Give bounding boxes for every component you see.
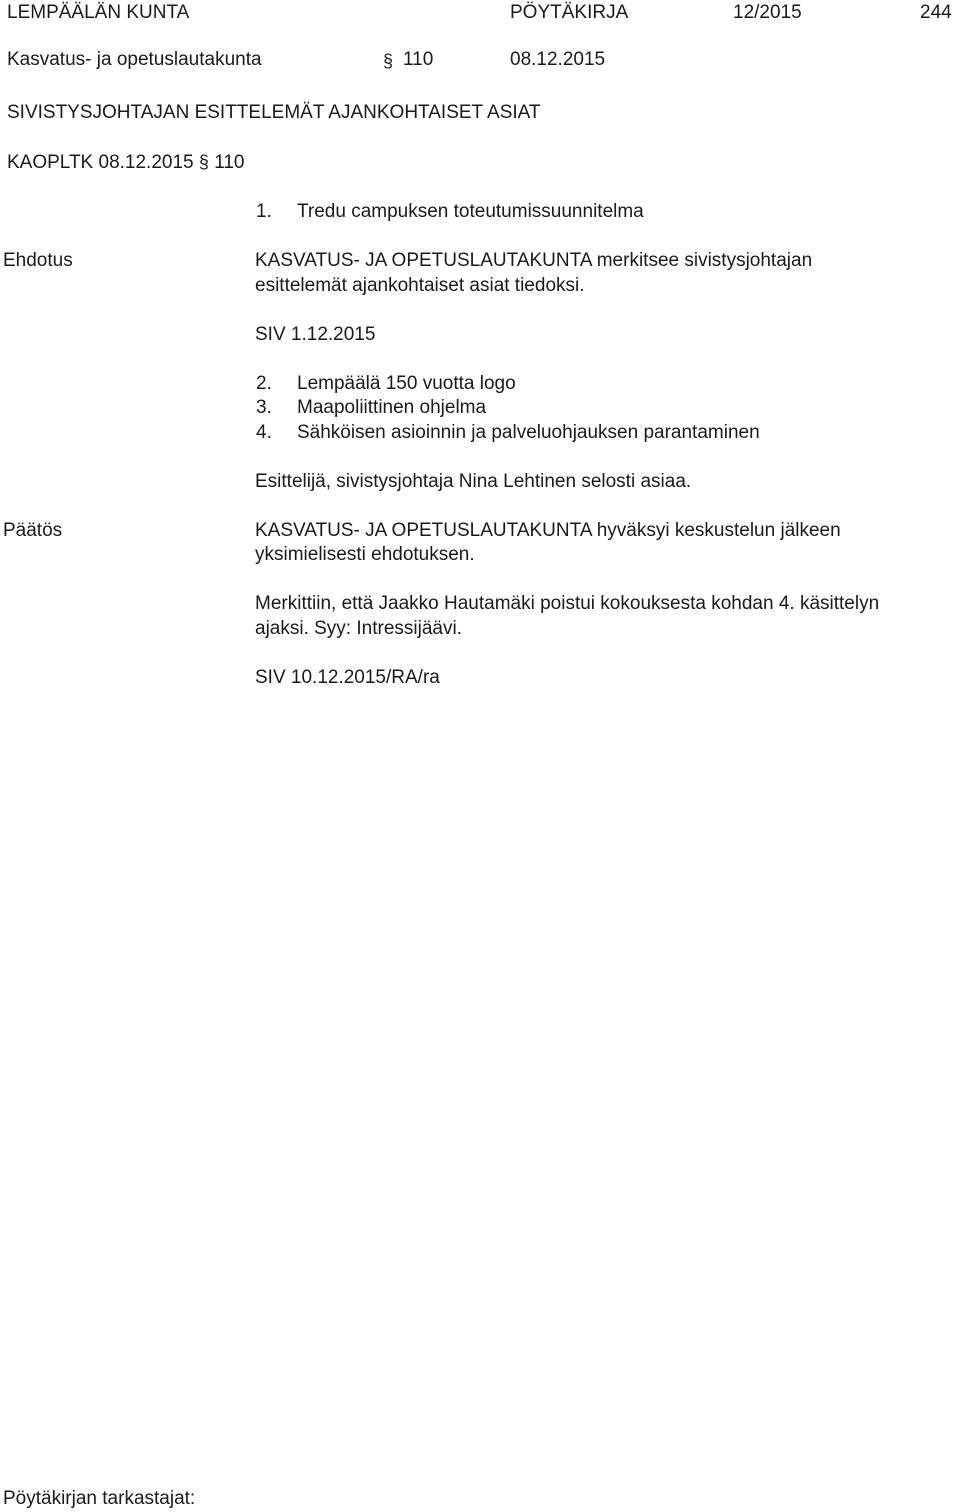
decision-note-line-2: ajaksi. Syy: Intressijäävi. bbox=[255, 618, 462, 639]
page-number: 244 bbox=[920, 2, 952, 23]
decision-label: Päätös bbox=[3, 520, 63, 541]
topic-item-4 bbox=[256, 421, 760, 445]
proposal-signature: SIV 1.12.2015 bbox=[255, 324, 376, 345]
prior-handling-text: KAOPLTK 08.12.2015 bbox=[7, 152, 194, 173]
proposal-label: Ehdotus bbox=[3, 250, 73, 271]
topic-number: 2. bbox=[256, 373, 272, 394]
item-title: SIVISTYSJOHTAJAN ESITTELEMÄT AJANKOHTAISET ASIAT bbox=[7, 102, 541, 123]
document-number: 12/2015 bbox=[733, 2, 802, 23]
decision-line-1: KASVATUS- JA OPETUSLAUTAKUNTA hyväksyi keskustelun jälkeen bbox=[255, 520, 841, 541]
proposal-line-2: esittelemät ajankohtaiset asiat tiedoksi. bbox=[255, 275, 585, 296]
reviewers-label: Pöytäkirjan tarkastajat: bbox=[3, 1488, 196, 1509]
decision-note-line-1: Merkittiin, että Jaakko Hautamäki poistui kokouksesta kohdan 4. käsittelyn bbox=[255, 593, 880, 614]
meeting-date: 08.12.2015 bbox=[510, 49, 606, 70]
topic-item-2 bbox=[256, 372, 516, 396]
committee-name: Kasvatus- ja opetuslautakunta bbox=[7, 49, 262, 70]
topic-number: 3. bbox=[256, 397, 272, 418]
topic-number: 4. bbox=[256, 422, 272, 443]
presenter-note: Esittelijä, sivistysjohtaja Nina Lehtinen selosti asiaa. bbox=[255, 471, 692, 492]
topic-text: Sähköisen asioinnin ja palveluohjauksen parantaminen bbox=[297, 422, 760, 443]
municipality-name: LEMPÄÄLÄN KUNTA bbox=[7, 2, 190, 23]
prior-section-number: 110 bbox=[214, 152, 245, 173]
topic-item-1 bbox=[256, 200, 644, 224]
proposal-line-1: KASVATUS- JA OPETUSLAUTAKUNTA merkitsee sivistysjohtajan bbox=[255, 250, 813, 271]
decision-signature: SIV 10.12.2015/RA/ra bbox=[255, 667, 440, 688]
topic-text: Tredu campuksen toteutumissuunnitelma bbox=[297, 201, 644, 222]
topic-text: Maapoliittinen ohjelma bbox=[297, 397, 487, 418]
prior-section-sign: § bbox=[198, 152, 209, 172]
section-sign: § bbox=[383, 51, 394, 71]
document-type: PÖYTÄKIRJA bbox=[510, 2, 629, 23]
topic-number: 1. bbox=[256, 201, 272, 222]
topic-text: Lempäälä 150 vuotta logo bbox=[297, 373, 516, 394]
decision-line-2: yksimielisesti ehdotuksen. bbox=[255, 544, 475, 565]
topic-item-3 bbox=[256, 396, 486, 420]
prior-handling bbox=[7, 150, 244, 175]
section-number: 110 bbox=[403, 49, 434, 70]
